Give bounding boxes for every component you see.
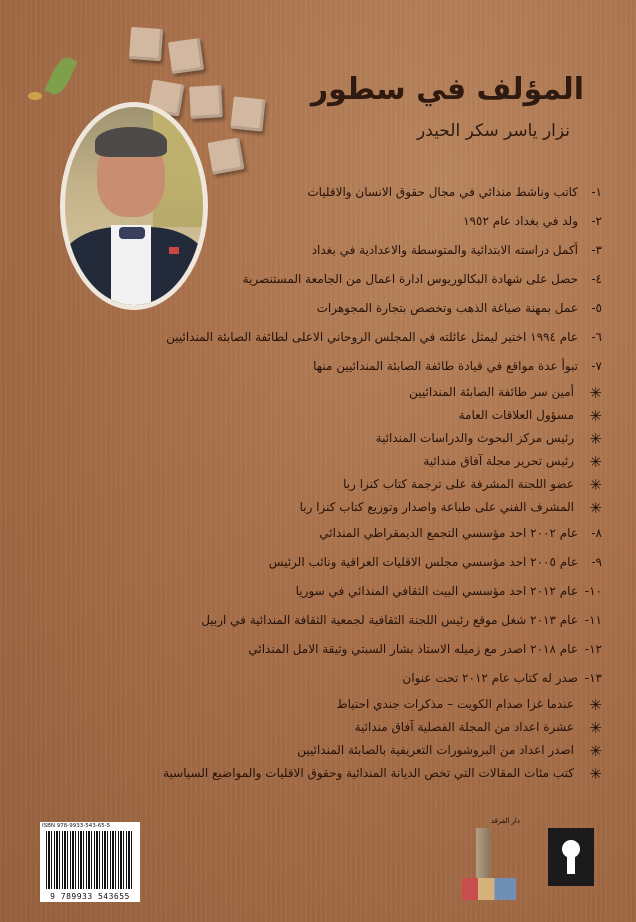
item-text: عام ٢٠٠٥ احد مؤسسي مجلس الاقليات العراقية ونائب الرئيس <box>268 555 578 570</box>
item-number: ٩- <box>591 555 602 570</box>
sub-list-item <box>42 716 602 739</box>
asterisk-icon: ✳ <box>589 741 602 760</box>
sub-list-item <box>42 450 602 473</box>
sub-list-item <box>42 762 602 785</box>
list-item <box>42 236 602 265</box>
item-text: عام ٢٠١٨ اصدر مع زميله الاستاذ بشار السبتي وثيقة الامل المندائي <box>248 642 578 657</box>
item-number: ٣- <box>591 243 602 258</box>
leaf-decoration <box>44 54 77 98</box>
sub-list-item <box>42 739 602 762</box>
wooden-cube <box>207 137 244 174</box>
sub-list-item <box>42 427 602 450</box>
list-item <box>42 635 602 664</box>
item-number: ١٢- <box>584 642 602 657</box>
asterisk-icon: ✳ <box>589 452 602 471</box>
item-text: اصدر اعداد من البروشورات التعريفية بالصابئة المندائيين <box>297 743 574 758</box>
item-text: تبوأ عدة مواقع في قيادة طائفة الصابئة المندائيين منها <box>313 359 578 374</box>
item-number: ٤- <box>591 272 602 287</box>
asterisk-icon: ✳ <box>589 498 602 517</box>
asterisk-icon: ✳ <box>589 718 602 737</box>
item-text: ولد في بغداد عام ١٩٥٢ <box>463 214 578 229</box>
item-text: عشرة اعداد من المجلة الفصلية آفاق مندائية <box>354 720 574 735</box>
asterisk-icon: ✳ <box>589 383 602 402</box>
item-number: ١١- <box>584 613 602 628</box>
item-text: عندما غزا صدام الكويت – مذكرات جندي احتياط <box>336 697 574 712</box>
item-text: عمل بمهنة صياغة الذهب وتخصص بتجارة المجوهرات <box>316 301 578 316</box>
item-number: ٨- <box>591 526 602 541</box>
wooden-cube <box>129 27 163 61</box>
sub-list-item <box>42 404 602 427</box>
twig-decoration <box>28 92 42 100</box>
author-name: نزار ياسر سكر الحيدر <box>417 121 570 141</box>
item-text: عام ٢٠٠٢ احد مؤسسي التجمع الديمقراطي المندائي <box>319 526 578 541</box>
publisher-label: دار الفرقد <box>490 817 520 825</box>
asterisk-icon: ✳ <box>589 475 602 494</box>
list-item <box>42 178 602 207</box>
item-number: ١٠- <box>584 584 602 599</box>
list-item <box>42 265 602 294</box>
asterisk-icon: ✳ <box>589 406 602 425</box>
list-item <box>42 519 602 548</box>
item-number: ١٣- <box>584 671 602 686</box>
sub-list-item <box>42 496 602 519</box>
item-text: رئيس مركز البحوث والدراسات المندائية <box>375 431 574 446</box>
list-item <box>42 548 602 577</box>
list-item <box>42 664 602 693</box>
item-text: أكمل دراسته الابتدائية والمتوسطة والاعدادية في بغداد <box>311 243 578 258</box>
item-text: عام ٢٠١٣ شغل موقع رئيس اللجنة الثقافية لجمعية الثقافة المندائية في اربيل <box>201 613 578 628</box>
page-title: المؤلف في سطور <box>310 72 584 107</box>
books-icon <box>462 878 516 900</box>
barcode-bars <box>46 831 134 889</box>
item-number: ٧- <box>591 359 602 374</box>
item-text: كتب مئات المقالات التي تخص الديانة المندائية وحقوق الاقليات والمواضيع السياسية <box>163 766 574 781</box>
item-number: ٥- <box>591 301 602 316</box>
sub-list-item <box>42 381 602 404</box>
wooden-cube <box>230 96 265 131</box>
sub-list-item <box>42 473 602 496</box>
biography-list <box>42 178 602 785</box>
publisher-logo <box>454 818 520 906</box>
item-number: ١- <box>591 185 602 200</box>
wooden-cube <box>168 38 204 74</box>
list-item <box>42 606 602 635</box>
item-text: صدر له كتاب عام ٢٠١٢ تحت عنوان <box>402 671 578 686</box>
sub-list-item <box>42 693 602 716</box>
barcode-digits: 9 789933 543655 <box>50 892 130 901</box>
list-item <box>42 352 602 381</box>
isbn-barcode <box>40 822 140 902</box>
item-text: مسؤول العلاقات العامة <box>458 408 574 423</box>
item-number: ٦- <box>591 330 602 345</box>
item-text: أمين سر طائفة الصابئة المندائيين <box>409 385 574 400</box>
list-item <box>42 577 602 606</box>
item-text: المشرف الفني على طباعة واصدار وتوزيع كتاب كنزا ربا <box>299 500 574 515</box>
item-text: عضو اللجنة المشرفة على ترجمة كتاب كنزا ربا <box>343 477 574 492</box>
item-text: رئيس تحرير مجلة آفاق مندائية <box>423 454 574 469</box>
list-item <box>42 294 602 323</box>
asterisk-icon: ✳ <box>589 429 602 448</box>
list-item <box>42 207 602 236</box>
asterisk-icon: ✳ <box>589 764 602 783</box>
asterisk-icon: ✳ <box>589 695 602 714</box>
keyhole-logo-icon <box>548 828 594 886</box>
item-text: حصل على شهادة البكالوريوس ادارة اعمال من الجامعة المستنصرية <box>242 272 578 287</box>
item-text: عام ١٩٩٤ اختير ليمثل عائلته في المجلس الروحاني الاعلى لطائفة الصابئة المندائيين <box>166 330 578 345</box>
item-text: عام ٢٠١٢ احد مؤسسي البيت الثقافي المندائي في سوريا <box>295 584 578 599</box>
list-item <box>42 323 602 352</box>
item-text: كاتب وناشط مندائي في مجال حقوق الانسان والاقليات <box>307 185 578 200</box>
isbn-label: ISBN 978-9933-543-65-5 <box>42 823 111 829</box>
item-number: ٢- <box>591 214 602 229</box>
